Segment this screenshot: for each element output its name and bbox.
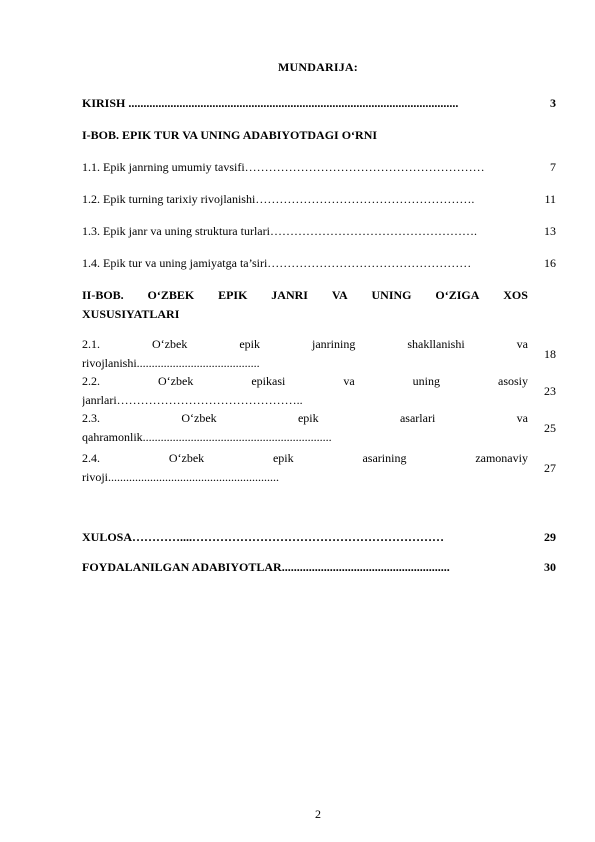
toc-entry-line1 <box>82 374 528 389</box>
toc-word: 2.4. <box>82 451 100 465</box>
toc-entry-line2: rivojlanishi......................................... <box>82 356 260 370</box>
toc-entry-kirish <box>82 96 556 112</box>
toc-word: shakllanishi <box>407 337 465 351</box>
toc-entry-1-3 <box>82 224 556 240</box>
toc-word: asosiy <box>498 374 528 388</box>
toc-entry-adabiyotlar <box>82 560 556 576</box>
toc-word: asarining <box>362 451 407 465</box>
toc-word: O‘zbek <box>152 337 188 351</box>
toc-entry-1-1 <box>82 160 556 176</box>
toc-word: UNING <box>371 288 412 302</box>
page-number: 2 <box>315 807 321 821</box>
toc-word: JANRI <box>271 288 308 302</box>
toc-word: VA <box>331 288 348 302</box>
toc-entry-page: 30 <box>544 560 556 574</box>
toc-word: uning <box>412 374 440 388</box>
toc-entry-label: XULOSA…………....……………………………………………………… <box>82 530 445 544</box>
toc-word: va <box>516 337 528 351</box>
toc-entry-label: 1.2. Epik turning tarixiy rivojlanishi………………………………………………. <box>82 192 475 206</box>
toc-entry-page: 16 <box>544 256 556 270</box>
toc-word: epik <box>272 451 294 465</box>
toc-word: asarlari <box>399 411 436 425</box>
toc-entry-label: 1.3. Epik janr va uning struktura turlari……………………………………………. <box>82 224 477 238</box>
toc-word: O‘zbek <box>181 411 217 425</box>
toc-word: O‘zbek <box>168 451 205 465</box>
toc-word: epik <box>297 411 319 425</box>
toc-entry-label: KIRISH .............................................................................................................. <box>82 96 459 110</box>
toc-word: EPIK <box>218 288 248 302</box>
toc-word: epik <box>239 337 260 351</box>
toc-word: epikasi <box>251 374 286 388</box>
toc-entry-page: 3 <box>550 96 556 110</box>
toc-entry-page: 13 <box>544 224 556 238</box>
toc-entry-page: 18 <box>544 347 556 361</box>
toc-entry-line1 <box>82 337 528 352</box>
toc-entry-page: 11 <box>544 192 556 206</box>
page-title: MUNDARIJA: <box>278 60 358 74</box>
toc-word: O‘zbek <box>158 374 194 388</box>
toc-word: va <box>343 374 355 388</box>
toc-word: zamonaviy <box>475 451 528 465</box>
toc-word: janrining <box>312 337 356 351</box>
toc-entry-label: 1.1. Epik janrning umumiy tavsifi…………………………………………………… <box>82 160 485 174</box>
toc-entry-1-2 <box>82 192 556 208</box>
toc-entry-page: 23 <box>544 384 556 398</box>
toc-entry-line1 <box>82 451 528 466</box>
toc-word: 2.3. <box>82 411 100 425</box>
toc-entry-line1 <box>82 411 528 426</box>
toc-entry-page: 25 <box>544 421 556 435</box>
toc-entry-line2: janrlari……………………………………….. <box>82 393 303 407</box>
toc-entry-xulosa <box>82 530 556 546</box>
toc-entry-page: 29 <box>544 530 556 544</box>
toc-word: O‘ZIGA <box>435 288 480 302</box>
toc-word: 2.1. <box>82 337 100 351</box>
toc-entry-line2: qahramonlik............................................................... <box>82 430 332 444</box>
toc-chapter-1 <box>82 128 556 144</box>
toc-word: XOS <box>503 288 528 302</box>
toc-entry-label: 1.4. Epik tur va uning jamiyatga ta’siri…………………………………………… <box>82 256 472 270</box>
toc-chapter-2-line1 <box>82 288 528 303</box>
toc-word: O‘ZBEK <box>147 288 195 302</box>
toc-entry-1-4 <box>82 256 556 272</box>
toc-entry-label: FOYDALANILGAN ADABIYOTLAR........................................................ <box>82 560 450 574</box>
toc-chapter-2-line2: XUSUSIYATLARI <box>82 307 180 321</box>
toc-entry-page: 27 <box>544 461 556 475</box>
toc-word: 2.2. <box>82 374 100 388</box>
toc-entry-label: I-BOB. EPIK TUR VA UNING ADABIYOTDAGI O‘RNI <box>82 128 378 142</box>
toc-entry-line2: rivoji......................................................... <box>82 470 279 484</box>
toc-word: va <box>516 411 528 425</box>
toc-word: II-BOB. <box>82 288 124 302</box>
toc-entry-page: 7 <box>550 160 556 174</box>
